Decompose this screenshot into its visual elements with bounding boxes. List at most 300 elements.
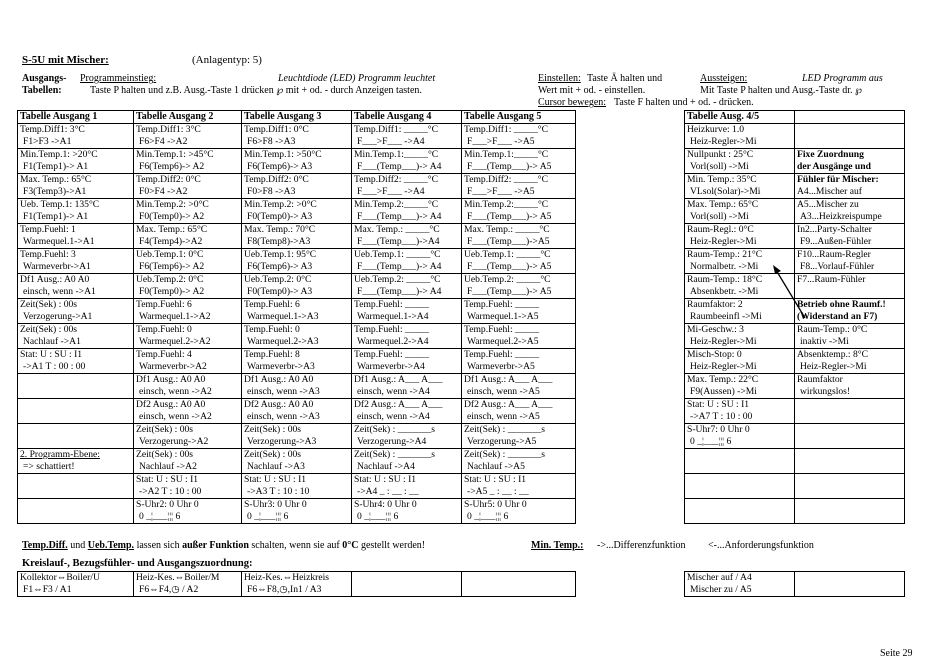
cell-t2-line1: Df2 Ausg.: A0 A0 [136,399,206,410]
cell-t3 [242,299,352,324]
cell-t5 [462,299,576,324]
cell-t2 [134,499,242,524]
cell-t3 [242,274,352,299]
cell-side-line2: A3...Heizkreispumpe [800,210,882,222]
cell-t2 [134,249,242,274]
cell-t45 [685,399,795,424]
cell-side-line1: F7...Raum-Fühler [797,274,866,285]
cell-t3-line2: 0 _¦___¦¦¦ 6 [247,510,289,522]
cell-t5-line1: Temp.Fuehl: _____ [464,324,540,335]
cell-t45-line1: Raum-Temp.: 21°C [687,249,763,260]
cell-t45-line1: Misch-Stop: 0 [687,349,742,360]
cell-t5-line2: ->A5 _ : __ : __ [467,485,529,497]
cell-t4-line2: F___>F___ ->A4 [357,185,425,197]
cell-t1 [18,474,134,499]
cell-t2-line1: Zeit(Sek) : 00s [136,424,194,435]
pointer-arrow [770,262,810,322]
einstellen-text-2: Wert mit + od. - einstellen. [538,85,646,96]
kreislauf-cell [352,572,462,597]
output-tables [17,110,576,524]
table-row [685,324,905,349]
footnote-text-b: schalten, wenn sie auf [248,540,343,551]
cell-t5-line1: Min.Temp.1:_____°C [464,149,549,160]
cell-t4-line1: Ueb.Temp.2: _____°C [354,274,441,285]
einstellen-label: Einstellen: [538,73,581,84]
cell-t2 [134,224,242,249]
cell-t5 [462,224,576,249]
table-row [18,299,576,324]
cell-t5 [462,399,576,424]
cell-t4-line2: einsch, wenn ->A4 [357,385,430,397]
cell-t1-line1: Temp.Fuehl: 3 [20,249,76,260]
cell-t1-line1: Df1 Ausg.: A0 A0 [20,274,90,285]
cell-t5-line1: Stat: U : SU : I1 [464,474,527,485]
cell-t1-line2: F1(Temp1)-> A1 [23,160,89,172]
cell-t2-line2: Warmequel.2->A2 [139,335,211,347]
cell-t2-line2: F0(Temp0)-> A2 [139,210,205,222]
cell-t45-line2: Vorl(soll) ->Mi [690,160,749,172]
cell-side-line2: (Widerstand an F7) [797,310,878,322]
cell-t4-line2: F___(Temp___)-> A4 [357,160,442,172]
cell-side-line1: Betrieb ohne Raumf.! [797,299,886,310]
cell-t5-line2: Warmeverbr->A5 [467,360,535,372]
cell-t2-line2: ->A2 T : 10 : 00 [139,485,202,497]
cell-t2-line2: 0 _¦___¦¦¦ 6 [139,510,181,522]
kreislauf-cell-line1: Heiz-Kes.⇔Heizkreis [244,572,329,583]
cell-t2 [134,324,242,349]
cell-t4-line1: Df1 Ausg.: A___ A___ [354,374,443,385]
cell-t1-line1: Max. Temp.: 65°C [20,174,92,185]
cell-t5-line1: Zeit(Sek) : _______s [464,449,546,460]
table-row [18,474,576,499]
cell-t4-line2: Warmequel.2->A4 [357,335,429,347]
kreislauf-cell [18,572,134,597]
cell-t3 [242,174,352,199]
page-number: Seite 29 [880,648,913,659]
cell-t2 [134,149,242,174]
cell-t3-line2: F0(Temp0)-> A3 [247,210,313,222]
cell-t4-line1: Stat: U : SU : I1 [354,474,417,485]
table-row [18,424,576,449]
cell-t2-line2: F6(Temp6)-> A2 [139,260,205,272]
kreislauf-table-right [684,571,905,597]
cell-t4-line1: S-Uhr4: 0 Uhr 0 [354,499,417,510]
cell-t2-line2: F6>F4 ->A2 [139,135,188,147]
cell-t45-line2: Normalbetr. ->Mi [690,260,759,272]
cell-t5 [462,249,576,274]
cell-t45-line2: Heiz-Regler->Mi [690,235,757,247]
footnote-uebtemp: Ueb.Temp. [87,540,135,551]
cell-t45 [685,449,795,474]
cell-t5 [462,374,576,399]
kreislauf-cell [242,572,352,597]
table-row [18,249,576,274]
cell-side-line2: inaktiv ->Mi [800,335,849,347]
aussteigen-led: LED Programm aus [802,73,883,84]
cell-side [795,174,905,199]
footnote-ausser: außer Funktion [182,540,249,551]
cell-t45-line1: Nullpunkt : 25°C [687,149,754,160]
cell-t45-line1: Max. Temp.: 22°C [687,374,759,385]
cell-t4 [352,499,462,524]
cell-t4-line2: Nachlauf ->A4 [357,460,415,472]
cell-t1 [18,374,134,399]
cell-t3-line2: Warmequel.2->A3 [247,335,319,347]
cell-t45 [685,124,795,149]
kreislauf-cell [795,572,905,597]
cell-t45-line1: Min. Temp.: 35°C [687,174,757,185]
kreislauf-cell [685,572,795,597]
cell-t5 [462,199,576,224]
cell-t2-line1: Zeit(Sek) : 00s [136,449,194,460]
table-row [685,224,905,249]
kreislauf-cell [462,572,576,597]
cell-side [795,324,905,349]
cell-t1 [18,124,134,149]
cell-t4-line2: ->A4 _ : __ : __ [357,485,419,497]
cell-t5-line1: S-Uhr5: 0 Uhr 0 [464,499,527,510]
cell-t4-line1: Temp.Diff1: _____°C [354,124,438,135]
cell-t2 [134,399,242,424]
aussteigen-text: Mit Taste P halten und Ausg.-Taste dr. ℘ [700,85,862,96]
cell-t4-line1: Ueb.Temp.1: _____°C [354,249,441,260]
cell-t45 [685,149,795,174]
cell-t2-line2: F6(Temp6)-> A2 [139,160,205,172]
cell-t5-line2: Nachlauf ->A5 [467,460,525,472]
kreislauf-left-body [18,572,576,597]
cell-t1 [18,324,134,349]
cell-t4-line1: Temp.Fuehl: _____ [354,349,430,360]
aussteigen-label: Aussteigen: [700,73,748,84]
cell-t45-line1: S-Uhr7: 0 Uhr 0 [687,424,750,435]
cell-side-line1: Raumfaktor [797,374,843,385]
cell-t5 [462,349,576,374]
output-tables-body [18,111,576,524]
cell-t3-line1: S-Uhr3: 0 Uhr 0 [244,499,307,510]
programmeinstieg-led: Leuchtdiode (LED) Programm leuchtet [278,73,436,84]
min-temp-anf: <-...Anforderungsfunktion [708,540,814,551]
cell-t4-line2: F___(Temp___)->A4 [357,235,440,247]
cell-t3 [242,149,352,174]
side-header-empty [795,111,905,124]
table-row [685,449,905,474]
cell-t5-line2: F___(Temp___)->A5 [467,235,550,247]
footnote-text-c: gestellt werden! [358,540,426,551]
cell-t4 [352,124,462,149]
table-row [685,349,905,374]
cell-side-line2: wirkungslos! [800,385,851,397]
cell-t45-line2: Absenkbetr. ->Mi [690,285,759,297]
cell-side [795,199,905,224]
footnote-und: und [67,540,88,551]
cell-t5-line2: einsch, wenn ->A5 [467,385,540,397]
kreislauf-cell-line2: F6⇔F8,◷,In1 / A3 [247,583,322,595]
programmeinstieg-text: Taste P halten und z.B. Ausg.-Taste 1 drücken ℘ mit + od. - durch Anzeigen tasten. [90,85,422,96]
cell-t3 [242,449,352,474]
cell-t3-line2: F8(Temp8)->A3 [247,235,311,247]
kreislauf-right-body [685,572,905,597]
table-header-row [18,111,576,124]
cell-t2 [134,199,242,224]
cell-t3 [242,424,352,449]
cell-t45-line2: ->A7 T : 10 : 00 [690,410,753,422]
cell-t45-line2: Heiz-Regler->Mi [690,135,757,147]
cell-t3-line2: Nachlauf ->A3 [247,460,305,472]
cell-t2-line2: F4(Temp4)->A2 [139,235,203,247]
cell-t1-line2: Warmequel.1->A1 [23,235,95,247]
cell-t3-line2: einsch, wenn ->A3 [247,410,320,422]
cell-t45 [685,224,795,249]
cell-side [795,399,905,424]
cell-side-line1: Fühler für Mischer: [797,174,879,185]
cell-t4-line1: Min.Temp.1:_____°C [354,149,439,160]
cell-t5-line2: Warmequel.1->A5 [467,310,539,322]
cell-t3-line1: Temp.Fuehl: 8 [244,349,300,360]
cell-t3-line2: Warmeverbr->A3 [247,360,315,372]
cell-t3-line2: F6(Temp6)-> A3 [247,160,313,172]
cell-t1-line2: => schattiert! [23,460,75,472]
cell-t4 [352,149,462,174]
table-row [685,399,905,424]
cell-t5-line2: einsch, wenn ->A5 [467,410,540,422]
cell-t2-line1: Temp.Fuehl: 6 [136,299,192,310]
cell-t3-line1: Temp.Fuehl: 6 [244,299,300,310]
cell-t3-line2: einsch, wenn ->A3 [247,385,320,397]
cell-side-line1: In2...Party-Schalter [797,224,872,235]
cell-side [795,249,905,274]
cell-t3 [242,474,352,499]
cell-t3 [242,374,352,399]
cell-t45-line1: Mi-Geschw.: 3 [687,324,744,335]
page-title: S-5U mit Mischer: [22,54,109,66]
cell-t3 [242,399,352,424]
cell-t3-line2: F0>F8 ->A3 [247,185,296,197]
cell-side-line2: F8...Vorlauf-Fühler [800,260,875,272]
cell-t5-line2: Warmequel.2->A5 [467,335,539,347]
cell-t3-line1: Ueb.Temp.1: 95°C [244,249,317,260]
cell-t4 [352,249,462,274]
cell-side-line1: Fixe Zuordnung [797,149,864,160]
table-row [685,374,905,399]
cell-t3-line2: Warmequel.1->A3 [247,310,319,322]
cell-t2-line2: F0(Temp0)-> A2 [139,285,205,297]
cell-t1 [18,274,134,299]
cell-t3 [242,124,352,149]
cell-t2-line2: Warmequel.1->A2 [139,310,211,322]
cell-t4-line1: Temp.Fuehl: _____ [354,299,430,310]
cell-t1-line1: Ueb. Temp.1: 135°C [20,199,100,210]
cell-t5-line1: Ueb.Temp.2: _____°C [464,274,551,285]
cell-t2-line1: Min.Temp.1: >45°C [136,149,214,160]
cell-t2-line1: Max. Temp.: 65°C [136,224,208,235]
min-temp-label: Min. Temp.: [531,540,584,551]
cell-t45-line2: F9(Aussen) ->Mi [690,385,757,397]
cell-t45 [685,324,795,349]
cell-t3 [242,349,352,374]
table-row [18,399,576,424]
cell-t45 [685,424,795,449]
cell-t3-line1: Min.Temp.2: >0°C [244,199,317,210]
cell-t3-line1: Temp.Diff1: 0°C [244,124,309,135]
cell-t45-line2: Vorl(soll) ->Mi [690,210,749,222]
cell-t2-line1: Stat: U : SU : I1 [136,474,199,485]
cell-t45-line2: 0 _¦___¦¦¦ 6 [690,435,732,447]
cell-t3-line1: Df1 Ausg.: A0 A0 [244,374,314,385]
cell-t5 [462,499,576,524]
cell-t3-line1: Max. Temp.: 70°C [244,224,316,235]
cell-t4 [352,449,462,474]
cell-t45 [685,374,795,399]
cell-t1 [18,299,134,324]
cell-t45-line1: Max. Temp.: 65°C [687,199,759,210]
cell-t2-line1: Min.Temp.2: >0°C [136,199,209,210]
cell-t4-line1: Max. Temp.: _____°C [354,224,440,235]
kreislauf-cell-line2: Mischer zu / A5 [690,583,752,595]
cell-t5 [462,124,576,149]
table-header-a45: Tabelle Ausg. 4/5 [685,111,795,124]
cell-t2 [134,424,242,449]
cell-t5-line1: Min.Temp.2:_____°C [464,199,549,210]
cell-t5-line1: Df1 Ausg.: A___ A___ [464,374,553,385]
cell-t3-line1: Temp.Fuehl: 0 [244,324,300,335]
footnote-text-a: lassen sich [134,540,183,551]
cell-t3-line1: Ueb.Temp.2: 0°C [244,274,312,285]
cell-t2-line1: Ueb.Temp.1: 0°C [136,249,204,260]
cell-t1 [18,499,134,524]
table-row [685,124,905,149]
cell-t2 [134,474,242,499]
table-row [18,124,576,149]
cell-side-line2: der Ausgänge und [797,160,871,172]
cell-t2-line2: einsch, wenn ->A2 [139,410,212,422]
cell-side-line1: Absenktemp.: 8°C [797,349,868,360]
cell-t3-line1: Df2 Ausg.: A0 A0 [244,399,314,410]
cell-side [795,274,905,299]
cell-side [795,124,905,149]
cell-t4-line1: Zeit(Sek) : _______s [354,449,436,460]
cell-t4-line1: Df2 Ausg.: A___ A___ [354,399,443,410]
cell-t4-line1: Zeit(Sek) : _______s [354,424,436,435]
cell-t4-line2: Warmequel.1->A4 [357,310,429,322]
table-header-a1: Tabelle Ausgang 1 [18,111,134,124]
ausgangs-label: Ausgangs- [22,73,67,84]
table-row [18,374,576,399]
cell-t2 [134,349,242,374]
cell-side-line1: Raum-Temp.: 0°C [797,324,868,335]
cursor-label: Cursor bewegen: [538,97,607,108]
cell-side [795,349,905,374]
cell-t5 [462,449,576,474]
cell-t45-line2: Heiz-Regler->Mi [690,335,757,347]
cell-t4-line2: Verzogerung->A4 [357,435,427,447]
einstellen-text-1: Taste Ä halten und [587,73,663,84]
cell-t4-line2: F___(Temp___)-> A4 [357,285,442,297]
cell-t3-line1: Zeit(Sek) : 00s [244,449,302,460]
cell-t3-line2: F6>F8 ->A3 [247,135,296,147]
cell-side [795,474,905,499]
cell-t5-line2: F___>F___ ->A5 [467,185,535,197]
cell-t1 [18,449,134,474]
cell-t3-line2: F0(Temp0)-> A3 [247,285,313,297]
cell-t5-line2: F___(Temp___)-> A5 [467,260,552,272]
cell-t4 [352,224,462,249]
cell-t1 [18,249,134,274]
cell-t5-line2: 0 _¦___¦¦¦ 6 [467,510,509,522]
cell-t3-line2: F6(Temp6)-> A3 [247,260,313,272]
footnote-zero: 0°C [342,540,359,551]
cell-t2-line1: Temp.Diff2: 0°C [136,174,201,185]
cell-t4 [352,174,462,199]
cell-t2 [134,449,242,474]
cell-side-line2: A4...Mischer auf [797,185,863,197]
table-row [18,174,576,199]
cell-t3-line2: Verzogerung->A3 [247,435,317,447]
cell-t45-line2: Raumbeeinfl ->Mi [690,310,762,322]
cell-t2-line2: F0>F4 ->A2 [139,185,188,197]
cell-t5-line2: Verzogerung->A5 [467,435,537,447]
cell-t5 [462,324,576,349]
cell-t1-line2: F3(Temp3)->A1 [23,185,87,197]
cell-t1-line2: Verzogerung->A1 [23,310,93,322]
cell-t1-line2: ->A1 T : 00 : 00 [23,360,86,372]
cell-t45-line2: Heiz-Regler->Mi [690,360,757,372]
cell-t1-line2: Nachlauf ->A1 [23,335,81,347]
cell-t4-line1: Temp.Diff2: _____°C [354,174,438,185]
cell-t5-line2: F___(Temp___)-> A5 [467,210,552,222]
cell-t2 [134,174,242,199]
cell-side [795,299,905,324]
cell-t2 [134,124,242,149]
cell-t1 [18,349,134,374]
cell-t4-line1: Temp.Fuehl: _____ [354,324,430,335]
table-row [685,572,905,597]
cell-t5-line1: Ueb.Temp.1: _____°C [464,249,551,260]
table-row [685,174,905,199]
cell-t4-line2: Warmeverbr->A4 [357,360,425,372]
kreislauf-cell-line1: Mischer auf / A4 [687,572,752,583]
table-row [18,449,576,474]
cell-t45-line1: Raumfaktor: 2 [687,299,743,310]
cell-t3-line1: Stat: U : SU : I1 [244,474,307,485]
cell-t1-line1: Zeit(Sek) : 00s [20,299,78,310]
page-subtitle: (Anlagentyp: 5) [192,54,262,66]
tabellen-label: Tabellen: [22,85,62,96]
cell-t3-line2: ->A3 T : 10 : 10 [247,485,310,497]
cell-t1-line2: Warmeverbr->A1 [23,260,91,272]
cell-t3-line1: Temp.Diff2: 0°C [244,174,309,185]
table-header-a3: Tabelle Ausgang 3 [242,111,352,124]
table-header-a5: Tabelle Ausgang 5 [462,111,576,124]
table-row [18,499,576,524]
cell-side [795,374,905,399]
cell-t1-line1: Zeit(Sek) : 00s [20,324,78,335]
cell-t45 [685,199,795,224]
cell-t3 [242,199,352,224]
cell-t1 [18,199,134,224]
footnote-tempdiff: Temp.Diff. [22,540,68,551]
cell-side [795,424,905,449]
cell-t2-line1: Temp.Fuehl: 0 [136,324,192,335]
table-row [18,274,576,299]
cell-t2-line2: Verzogerung->A2 [139,435,209,447]
cell-t5 [462,424,576,449]
cell-t3 [242,499,352,524]
cell-t4 [352,324,462,349]
cell-t3 [242,224,352,249]
cell-t1-line2: F1>F3 ->A1 [23,135,72,147]
table-header-row [685,111,905,124]
cell-t5-line2: F___(Temp___)-> A5 [467,285,552,297]
